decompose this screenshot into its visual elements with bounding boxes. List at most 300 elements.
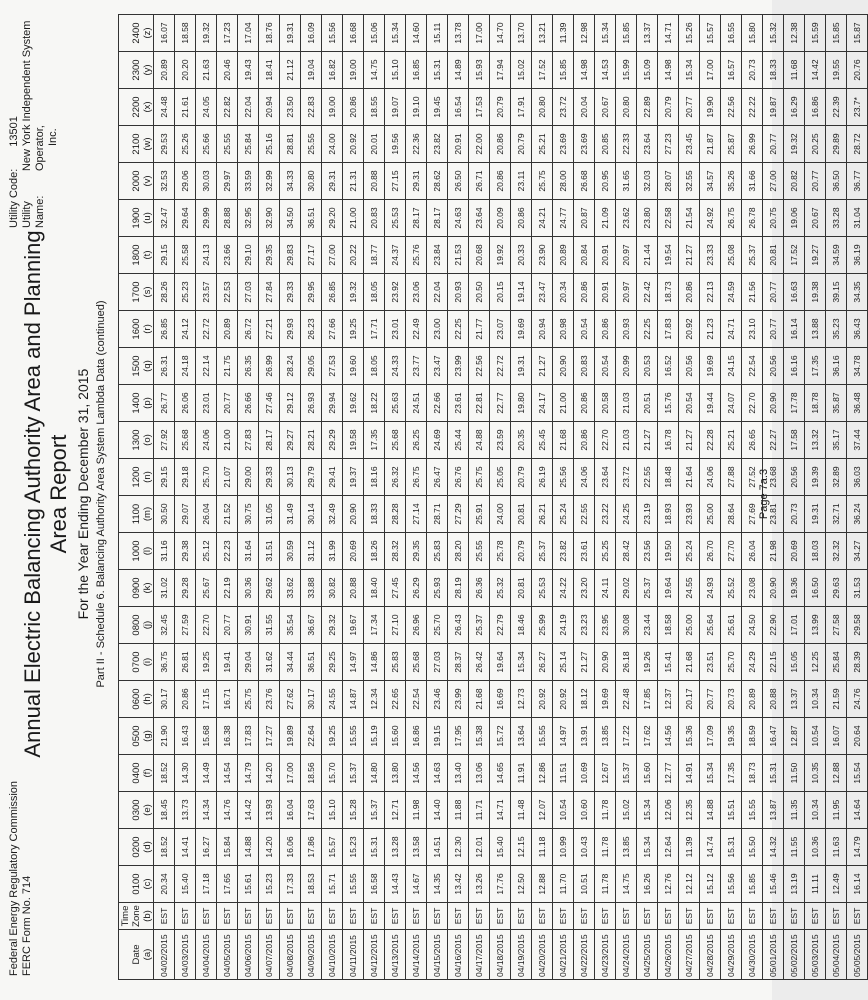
- lambda-cell: 14.67: [406, 866, 427, 903]
- column-header: [119, 718, 154, 755]
- lambda-cell: 22.53: [217, 274, 238, 311]
- lambda-cell: 19.50: [658, 533, 679, 570]
- lambda-cell: 17.71: [364, 311, 385, 348]
- lambda-cell: 26.50: [448, 163, 469, 200]
- lambda-cell: 29.63: [826, 570, 847, 607]
- lambda-cell: 20.81: [511, 496, 532, 533]
- date-cell: 04/07/2015: [259, 930, 280, 980]
- lambda-cell: 26.99: [742, 126, 763, 163]
- schedule-subtitle: Part II - Schedule 6. Balancing Authority Area System Lambda Data (continued): [95, 300, 107, 688]
- lambda-cell: 25.55: [301, 126, 322, 163]
- column-code: (i): [142, 657, 153, 667]
- lambda-cell: 24.06: [700, 459, 721, 496]
- lambda-cell: 16.52: [658, 348, 679, 385]
- lambda-cell: 21.23: [700, 311, 721, 348]
- column-header: [119, 829, 154, 866]
- lambda-cell: 29.29: [322, 422, 343, 459]
- lambda-cell: 24.17: [532, 385, 553, 422]
- lambda-cell: 27.83: [238, 422, 259, 459]
- lambda-cell: 28.88: [217, 200, 238, 237]
- lambda-cell: 17.18: [196, 866, 217, 903]
- lambda-cell: 13.37: [637, 15, 658, 52]
- lambda-cell: 30.50: [154, 496, 175, 533]
- lambda-cell: 23.01: [385, 311, 406, 348]
- lambda-cell: 22.56: [721, 89, 742, 126]
- lambda-cell: 31.64: [238, 533, 259, 570]
- column-label: 1600: [131, 318, 142, 340]
- lambda-cell: 20.80: [532, 89, 553, 126]
- lambda-cell: 13.58: [406, 829, 427, 866]
- lambda-cell: 23.72: [553, 89, 574, 126]
- lambda-cell: 16.71: [217, 681, 238, 718]
- lambda-cell: 32.45: [154, 607, 175, 644]
- lambda-cell: 15.02: [511, 52, 532, 89]
- lambda-cell: 20.90: [595, 644, 616, 681]
- lambda-cell: 13.70: [511, 15, 532, 52]
- lambda-cell: 15.70: [322, 755, 343, 792]
- lambda-cell: 20.93: [616, 311, 637, 348]
- timezone-cell: EST: [364, 903, 385, 930]
- lambda-cell: 20.69: [343, 533, 364, 570]
- lambda-cell: 32.53: [154, 163, 175, 200]
- lambda-cell: 17.58: [784, 422, 805, 459]
- lambda-cell: 24.63: [448, 200, 469, 237]
- lambda-cell: 19.31: [511, 348, 532, 385]
- table-row: [364, 15, 385, 980]
- table-row: [679, 15, 700, 980]
- column-label: 1500: [131, 355, 142, 377]
- lambda-cell: 10.54: [805, 718, 826, 755]
- lambda-cell: 13.06: [469, 755, 490, 792]
- utility-name: New York Independent System Operator,: [21, 20, 46, 172]
- lambda-cell: 20.86: [574, 274, 595, 311]
- lambda-cell: 11.68: [784, 52, 805, 89]
- lambda-cell: 16.26: [637, 866, 658, 903]
- lambda-cell: 20.17: [679, 681, 700, 718]
- lambda-cell: 13.85: [616, 829, 637, 866]
- lambda-cell: 16.69: [490, 681, 511, 718]
- timezone-cell: EST: [532, 903, 553, 930]
- lambda-cell: 21.53: [448, 237, 469, 274]
- lambda-cell: 15.10: [385, 52, 406, 89]
- lambda-cell: 10.60: [574, 792, 595, 829]
- lambda-cell: 12.98: [574, 15, 595, 52]
- lambda-cell: 18.93: [658, 496, 679, 533]
- timezone-cell: EST: [700, 903, 721, 930]
- lambda-cell: 17.35: [805, 348, 826, 385]
- lambda-cell: 12.86: [532, 755, 553, 792]
- lambda-cell: 15.59: [805, 15, 826, 52]
- lambda-cell: 31.04: [847, 200, 868, 237]
- lambda-cell: 20.56: [763, 348, 784, 385]
- lambda-cell: 28.39: [847, 644, 868, 681]
- column-label: 2300: [131, 59, 142, 81]
- lambda-cell: 20.86: [490, 163, 511, 200]
- lambda-cell: 26.81: [175, 644, 196, 681]
- lambda-cell: 36.75: [154, 644, 175, 681]
- lambda-cell: 15.11: [427, 15, 448, 52]
- lambda-cell: 21.75: [217, 348, 238, 385]
- lambda-cell: 14.34: [196, 792, 217, 829]
- lambda-cell: 25.44: [448, 422, 469, 459]
- lambda-cell: 17.63: [301, 792, 322, 829]
- lambda-cell: 17.83: [238, 718, 259, 755]
- column-header: [119, 15, 154, 52]
- lambda-cell: 29.38: [175, 533, 196, 570]
- lambda-cell: 26.65: [742, 422, 763, 459]
- lambda-cell: 29.12: [280, 385, 301, 422]
- lambda-cell: 11.88: [448, 792, 469, 829]
- lambda-cell: 10.54: [553, 792, 574, 829]
- lambda-cell: 33.88: [301, 570, 322, 607]
- lambda-cell: 16.86: [406, 718, 427, 755]
- column-code: (x): [142, 101, 153, 113]
- lambda-cell: 13.80: [385, 755, 406, 792]
- lambda-cell: 21.27: [532, 348, 553, 385]
- lambda-cell: 14.56: [658, 718, 679, 755]
- lambda-cell: 13.99: [805, 607, 826, 644]
- lambda-cell: 20.90: [553, 348, 574, 385]
- lambda-cell: 22.89: [637, 89, 658, 126]
- lambda-cell: 20.88: [763, 681, 784, 718]
- lambda-cell: 24.29: [742, 644, 763, 681]
- lambda-cell: 15.50: [742, 829, 763, 866]
- lambda-cell: 27.00: [763, 163, 784, 200]
- lambda-cell: 14.49: [196, 755, 217, 792]
- lambda-cell: 14.89: [448, 52, 469, 89]
- lambda-cell: 20.77: [763, 274, 784, 311]
- lambda-cell: 25.68: [406, 644, 427, 681]
- timezone-cell: EST: [301, 903, 322, 930]
- timezone-cell: EST: [784, 903, 805, 930]
- lambda-cell: 15.34: [385, 15, 406, 52]
- column-code: (n): [142, 471, 153, 483]
- column-header: [119, 644, 154, 681]
- lambda-cell: 22.54: [406, 681, 427, 718]
- lambda-cell: 25.24: [553, 496, 574, 533]
- lambda-cell: 24.51: [406, 385, 427, 422]
- lambda-cell: 21.61: [175, 89, 196, 126]
- lambda-cell: 13.91: [574, 718, 595, 755]
- lambda-cell: 26.04: [742, 533, 763, 570]
- lambda-cell: 29.41: [322, 459, 343, 496]
- lambda-cell: 24.48: [154, 89, 175, 126]
- lambda-cell: 19.31: [280, 15, 301, 52]
- lambda-cell: 25.67: [196, 570, 217, 607]
- lambda-cell: 25.76: [406, 237, 427, 274]
- column-header: [119, 903, 154, 930]
- lambda-cell: 14.60: [406, 15, 427, 52]
- lambda-cell: 25.05: [490, 459, 511, 496]
- column-code: (g): [142, 730, 153, 742]
- column-header: [119, 200, 154, 237]
- lambda-cell: 19.39: [805, 459, 826, 496]
- lambda-cell: 22.33: [616, 126, 637, 163]
- lambda-cell: 14.97: [343, 644, 364, 681]
- lambda-cell: 23.07: [490, 311, 511, 348]
- column-code: (c): [142, 878, 153, 890]
- lambda-cell: 29.94: [322, 385, 343, 422]
- lambda-cell: 35.54: [280, 607, 301, 644]
- lambda-cell: 24.71: [721, 311, 742, 348]
- lambda-cell: 20.69: [784, 533, 805, 570]
- lambda-cell: 20.86: [574, 385, 595, 422]
- table-row: [784, 15, 805, 980]
- lambda-cell: 13.37: [784, 681, 805, 718]
- lambda-cell: 28.71: [427, 496, 448, 533]
- lambda-cell: 31.16: [154, 533, 175, 570]
- lambda-cell: 27.00: [322, 237, 343, 274]
- lambda-cell: 34.44: [280, 644, 301, 681]
- lambda-cell: 25.37: [469, 607, 490, 644]
- lambda-cell: 23.72: [616, 459, 637, 496]
- lambda-cell: 27.88: [721, 459, 742, 496]
- lambda-cell: 26.23: [301, 311, 322, 348]
- lambda-cell: 26.47: [427, 459, 448, 496]
- lambda-cell: 17.34: [364, 607, 385, 644]
- lambda-cell: 22.15: [763, 644, 784, 681]
- timezone-cell: EST: [658, 903, 679, 930]
- lambda-cell: 30.36: [238, 570, 259, 607]
- lambda-cell: 20.81: [511, 570, 532, 607]
- lambda-cell: 21.03: [616, 385, 637, 422]
- date-cell: 04/04/2015: [196, 930, 217, 980]
- lambda-cell: 15.55: [742, 792, 763, 829]
- lambda-cell: 29.62: [259, 570, 280, 607]
- lambda-cell: 24.77: [553, 200, 574, 237]
- lambda-cell: 23.22: [595, 496, 616, 533]
- date-cell: 04/10/2015: [322, 930, 343, 980]
- lambda-cell: 13.87: [763, 792, 784, 829]
- lambda-cell: 19.31: [805, 496, 826, 533]
- table-row: [196, 15, 217, 980]
- lambda-cell: 20.01: [364, 126, 385, 163]
- date-cell: 04/16/2015: [448, 930, 469, 980]
- column-label: 0500: [131, 725, 142, 747]
- table-row: [259, 15, 280, 980]
- lambda-cell: 25.99: [532, 607, 553, 644]
- lambda-cell: 20.97: [616, 237, 637, 274]
- date-cell: 04/19/2015: [511, 930, 532, 980]
- lambda-cell: 23.68: [763, 459, 784, 496]
- lambda-cell: 24.05: [196, 89, 217, 126]
- lambda-cell: 18.52: [154, 829, 175, 866]
- column-code: (o): [142, 434, 153, 446]
- lambda-cell: 31.62: [259, 644, 280, 681]
- lambda-cell: 18.73: [742, 755, 763, 792]
- lambda-cell: 20.92: [679, 311, 700, 348]
- lambda-cell: 29.35: [259, 237, 280, 274]
- lambda-cell: 19.32: [784, 126, 805, 163]
- table-row: [322, 15, 343, 980]
- lambda-cell: 14.79: [238, 755, 259, 792]
- lambda-cell: 36.50: [826, 163, 847, 200]
- date-cell: 04/29/2015: [721, 930, 742, 980]
- date-cell: 05/05/2015: [847, 930, 868, 980]
- lambda-cell: 17.00: [700, 52, 721, 89]
- lambda-cell: 31.05: [259, 496, 280, 533]
- lambda-cell: 33.59: [238, 163, 259, 200]
- lambda-cell: 12.12: [679, 866, 700, 903]
- lambda-cell: 25.70: [721, 644, 742, 681]
- lambda-cell: 15.85: [742, 866, 763, 903]
- lambda-cell: 29.93: [280, 311, 301, 348]
- lambda-cell: 29.00: [238, 459, 259, 496]
- lambda-cell: 20.58: [595, 385, 616, 422]
- lambda-cell: 15.34: [637, 792, 658, 829]
- lambda-cell: 12.25: [805, 644, 826, 681]
- lambda-cell: 20.86: [490, 126, 511, 163]
- lambda-cell: 15.71: [322, 866, 343, 903]
- lambda-cell: 20.86: [679, 274, 700, 311]
- lambda-cell: 17.65: [217, 866, 238, 903]
- lambda-cell: 15.34: [700, 755, 721, 792]
- lambda-cell: 19.06: [784, 200, 805, 237]
- lambda-cell: 24.15: [721, 348, 742, 385]
- lambda-cell: 36.24: [847, 496, 868, 533]
- lambda-cell: 15.34: [511, 644, 532, 681]
- lambda-cell: 26.85: [154, 311, 175, 348]
- table-row: [532, 15, 553, 980]
- lambda-cell: 34.57: [700, 163, 721, 200]
- lambda-cell: 22.70: [742, 385, 763, 422]
- timezone-cell: EST: [217, 903, 238, 930]
- lambda-cell: 23.33: [700, 237, 721, 274]
- column-header: [119, 570, 154, 607]
- lambda-cell: 32.47: [154, 200, 175, 237]
- lambda-cell: 11.70: [553, 866, 574, 903]
- lambda-cell: 30.59: [280, 533, 301, 570]
- lambda-cell: 16.07: [154, 15, 175, 52]
- lambda-cell: 20.90: [343, 496, 364, 533]
- lambda-cell: 30.75: [238, 496, 259, 533]
- lambda-cell: 22.48: [616, 681, 637, 718]
- lambda-cell: 23.99: [448, 348, 469, 385]
- lambda-cell: 23.56: [637, 533, 658, 570]
- lambda-cell: 27.66: [322, 311, 343, 348]
- lambda-cell: 17.91: [511, 89, 532, 126]
- lambda-cell: 20.91: [595, 274, 616, 311]
- lambda-cell: 27.59: [175, 607, 196, 644]
- table-row: [469, 15, 490, 980]
- lambda-cell: 25.21: [721, 422, 742, 459]
- lambda-cell: 14.41: [175, 829, 196, 866]
- lambda-cell: 25.14: [553, 644, 574, 681]
- lambda-cell: 27.45: [385, 570, 406, 607]
- lambda-cell: 19.45: [427, 89, 448, 126]
- lambda-cell: 26.96: [406, 607, 427, 644]
- lambda-cell: 25.53: [385, 200, 406, 237]
- lambda-cell: 13.85: [595, 718, 616, 755]
- lambda-cell: 21.64: [679, 459, 700, 496]
- lambda-cell: 21.68: [553, 422, 574, 459]
- date-cell: 04/30/2015: [742, 930, 763, 980]
- date-cell: 04/20/2015: [532, 930, 553, 980]
- lambda-cell: 12.50: [511, 866, 532, 903]
- column-code: (m): [142, 506, 153, 522]
- lambda-cell: 15.31: [427, 52, 448, 89]
- lambda-cell: 24.22: [553, 570, 574, 607]
- lambda-cell: 15.56: [322, 15, 343, 52]
- lambda-cell: 28.24: [280, 348, 301, 385]
- lambda-cell: 19.32: [196, 15, 217, 52]
- lambda-cell: 19.56: [385, 126, 406, 163]
- timezone-cell: EST: [679, 903, 700, 930]
- lambda-cell: 29.97: [217, 163, 238, 200]
- lambda-cell: 13.42: [448, 866, 469, 903]
- column-header: [119, 52, 154, 89]
- lambda-cell: 23.64: [595, 459, 616, 496]
- column-label: 1700: [131, 281, 142, 303]
- lambda-cell: 29.53: [154, 126, 175, 163]
- lambda-cell: 17.52: [532, 52, 553, 89]
- lambda-cell: 15.54: [847, 755, 868, 792]
- lambda-cell: 24.11: [595, 570, 616, 607]
- lambda-cell: 14.43: [385, 866, 406, 903]
- lambda-cell: 23.00: [427, 311, 448, 348]
- lambda-cell: 25.75: [238, 681, 259, 718]
- lambda-cell: 25.75: [469, 459, 490, 496]
- timezone-cell: EST: [553, 903, 574, 930]
- lambda-cell: 12.35: [679, 792, 700, 829]
- lambda-cell: 15.60: [637, 755, 658, 792]
- lambda-cell: 20.86: [595, 311, 616, 348]
- column-header: [119, 274, 154, 311]
- lambda-cell: 23.19: [637, 496, 658, 533]
- lambda-cell: 25.56: [553, 459, 574, 496]
- lambda-cell: 18.48: [658, 459, 679, 496]
- lambda-cell: 10.34: [805, 681, 826, 718]
- lambda-cell: 33.62: [280, 570, 301, 607]
- lambda-cell: 23.11: [511, 163, 532, 200]
- lambda-cell: 25.55: [217, 126, 238, 163]
- timezone-cell: EST: [175, 903, 196, 930]
- lambda-cell: 24.59: [721, 274, 742, 311]
- lambda-cell: 15.85: [826, 15, 847, 52]
- lambda-cell: 20.67: [595, 89, 616, 126]
- lambda-cell: 18.59: [742, 718, 763, 755]
- lambda-cell: 14.74: [700, 829, 721, 866]
- table-row: [343, 15, 364, 980]
- lambda-cell: 12.87: [784, 718, 805, 755]
- lambda-cell: 31.12: [301, 533, 322, 570]
- table-row: [490, 15, 511, 980]
- lambda-cell: 14.65: [490, 755, 511, 792]
- lambda-cell: 14.98: [574, 52, 595, 89]
- date-cell: 05/04/2015: [826, 930, 847, 980]
- lambda-cell: 20.79: [511, 533, 532, 570]
- utility-code-label: Utility Code:: [8, 168, 20, 228]
- lambda-cell: 16.63: [784, 274, 805, 311]
- lambda-cell: 15.37: [343, 755, 364, 792]
- lambda-cell: 34.78: [847, 348, 868, 385]
- lambda-cell: 25.93: [427, 570, 448, 607]
- lambda-cell: 20.54: [595, 348, 616, 385]
- lambda-cell: 15.60: [385, 718, 406, 755]
- lambda-cell: 15.99: [616, 52, 637, 89]
- lambda-cell: 20.09: [490, 200, 511, 237]
- lambda-cell: 19.43: [238, 52, 259, 89]
- lambda-cell: 32.55: [679, 163, 700, 200]
- lambda-cell: 17.01: [784, 607, 805, 644]
- column-label: 0600: [131, 688, 142, 710]
- lambda-cell: 24.55: [679, 570, 700, 607]
- lambda-cell: 25.26: [175, 126, 196, 163]
- lambda-cell: 24.00: [490, 496, 511, 533]
- lambda-cell: 13.21: [532, 15, 553, 52]
- lambda-cell: 19.26: [637, 644, 658, 681]
- lambda-cell: 20.73: [742, 52, 763, 89]
